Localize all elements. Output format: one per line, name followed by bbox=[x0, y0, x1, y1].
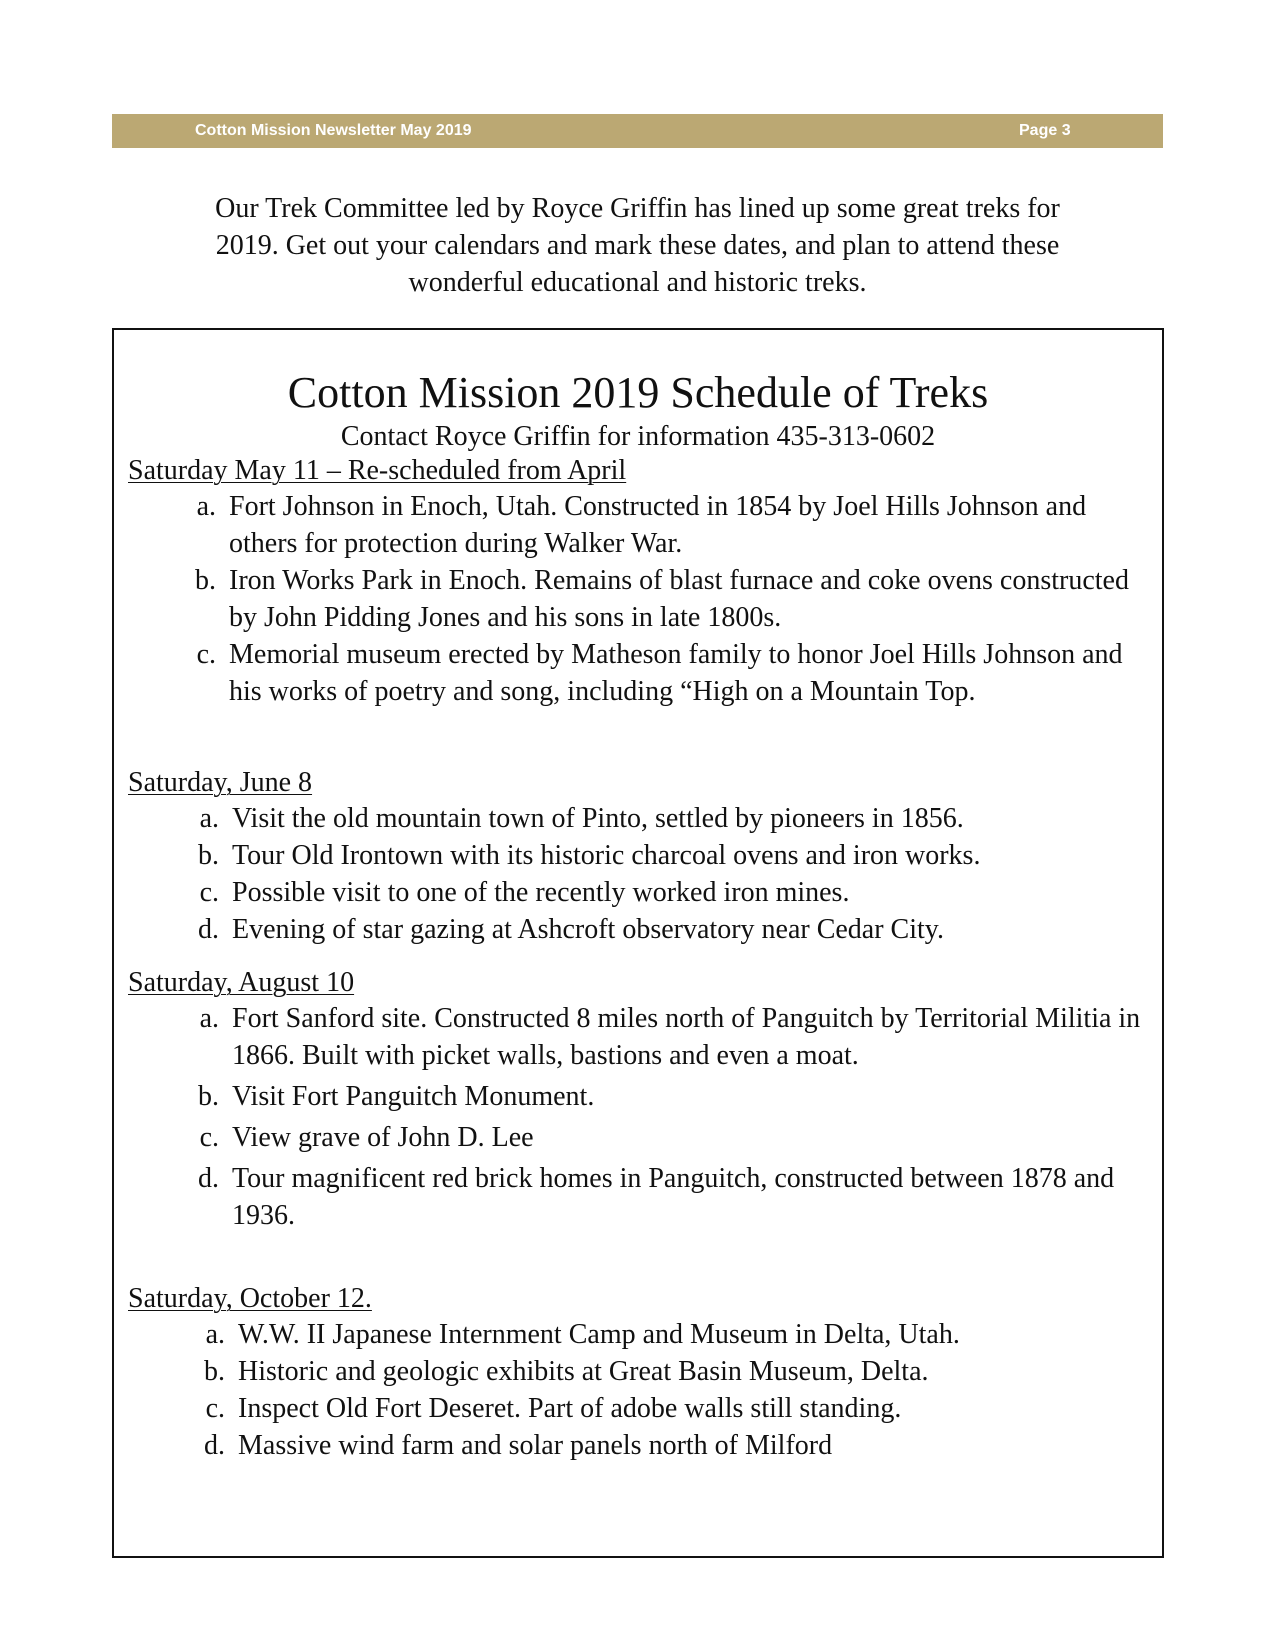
newsletter-title: Cotton Mission Newsletter May 2019 bbox=[195, 122, 472, 139]
trek-item-text: W.W. II Japanese Internment Camp and Museum in Delta, Utah. bbox=[238, 1319, 960, 1350]
trek-item bbox=[114, 562, 1144, 636]
schedule-title: Cotton Mission 2019 Schedule of Treks bbox=[287, 368, 989, 417]
trek-item bbox=[114, 1119, 1144, 1156]
newsletter-header-bar bbox=[112, 114, 1163, 148]
trek-item bbox=[114, 488, 1144, 562]
trek-item-letter: c. bbox=[196, 639, 216, 670]
trek-item-text: Inspect Old Fort Deseret. Part of adobe walls still standing. bbox=[238, 1393, 902, 1424]
trek-item-text: View grave of John D. Lee bbox=[232, 1122, 534, 1153]
trek-item-text: Fort Sanford site. Constructed 8 miles north of Panguitch by Territorial Militia in 1866. Built with picket walls, bastions and even a moat. bbox=[232, 1003, 1141, 1071]
trek-item bbox=[114, 874, 1144, 911]
trek-list-may-11 bbox=[114, 488, 1144, 710]
trek-item-letter: a. bbox=[199, 1003, 219, 1034]
trek-item bbox=[114, 1160, 1144, 1234]
trek-item-letter: c. bbox=[199, 877, 219, 908]
trek-item-letter: b. bbox=[198, 840, 219, 871]
trek-item bbox=[114, 1427, 1144, 1464]
trek-item-letter: c. bbox=[205, 1393, 225, 1424]
trek-schedule-box bbox=[112, 328, 1164, 1558]
trek-item-text: Visit the old mountain town of Pinto, settled by pioneers in 1856. bbox=[232, 803, 964, 834]
trek-item bbox=[114, 1390, 1144, 1427]
intro-line: 2019. Get out your calendars and mark these dates, and plan to attend these bbox=[215, 230, 1060, 261]
trek-item bbox=[114, 911, 1144, 948]
trek-list-june-8 bbox=[114, 800, 1144, 948]
trek-item bbox=[114, 837, 1144, 874]
trek-item-text: Memorial museum erected by Matheson family to honor Joel Hills Johnson and his works of poetry and song, including “High on a Mountain Top. bbox=[229, 639, 1123, 707]
trek-item bbox=[114, 1000, 1144, 1074]
trek-item bbox=[114, 1078, 1144, 1115]
trek-item bbox=[114, 636, 1144, 710]
section-heading-august-10: Saturday, August 10 bbox=[128, 967, 355, 998]
trek-item-text: Fort Johnson in Enoch, Utah. Constructed in 1854 by Joel Hills Johnson and others for protection during Walker War. bbox=[229, 491, 1087, 559]
section-heading-may-11: Saturday May 11 – Re-scheduled from April bbox=[128, 455, 627, 486]
trek-item-text: Massive wind farm and solar panels north of Milford bbox=[238, 1430, 833, 1461]
trek-item-letter: b. bbox=[204, 1356, 225, 1387]
trek-item-letter: b. bbox=[195, 565, 216, 596]
trek-list-october-12 bbox=[114, 1316, 1144, 1464]
trek-item-text: Visit Fort Panguitch Monument. bbox=[232, 1081, 595, 1112]
trek-item-letter: d. bbox=[198, 1163, 219, 1194]
trek-item-text: Possible visit to one of the recently worked iron mines. bbox=[232, 877, 850, 908]
trek-item-text: Evening of star gazing at Ashcroft observatory near Cedar City. bbox=[232, 914, 944, 945]
section-heading-june-8: Saturday, June 8 bbox=[128, 767, 313, 798]
trek-item-text: Tour magnificent red brick homes in Panguitch, constructed between 1878 and 1936. bbox=[232, 1163, 1115, 1231]
trek-item-letter: a. bbox=[199, 803, 219, 834]
trek-item bbox=[114, 1353, 1144, 1390]
trek-item-letter: a. bbox=[205, 1319, 225, 1350]
trek-item-letter: b. bbox=[198, 1081, 219, 1112]
intro-paragraph bbox=[112, 190, 1163, 301]
trek-item bbox=[114, 1316, 1144, 1353]
trek-item-text: Iron Works Park in Enoch. Remains of blast furnace and coke ovens constructed by John Pidding Jones and his sons in late 1800s. bbox=[229, 565, 1129, 633]
section-heading-october-12: Saturday, October 12. bbox=[128, 1283, 372, 1314]
trek-item-text: Historic and geologic exhibits at Great Basin Museum, Delta. bbox=[238, 1356, 929, 1387]
intro-line: wonderful educational and historic treks. bbox=[408, 267, 867, 298]
trek-item-letter: d. bbox=[204, 1430, 225, 1461]
schedule-contact: Contact Royce Griffin for information 435-313-0602 bbox=[340, 421, 936, 452]
intro-line: Our Trek Committee led by Royce Griffin has lined up some great treks for bbox=[215, 193, 1060, 224]
trek-item-letter: a. bbox=[196, 491, 216, 522]
page-number: Page 3 bbox=[1019, 122, 1071, 139]
trek-item-letter: d. bbox=[198, 914, 219, 945]
trek-item-letter: c. bbox=[199, 1122, 219, 1153]
trek-list-august-10 bbox=[114, 1000, 1144, 1234]
trek-item-text: Tour Old Irontown with its historic charcoal ovens and iron works. bbox=[232, 840, 981, 871]
trek-item bbox=[114, 800, 1144, 837]
